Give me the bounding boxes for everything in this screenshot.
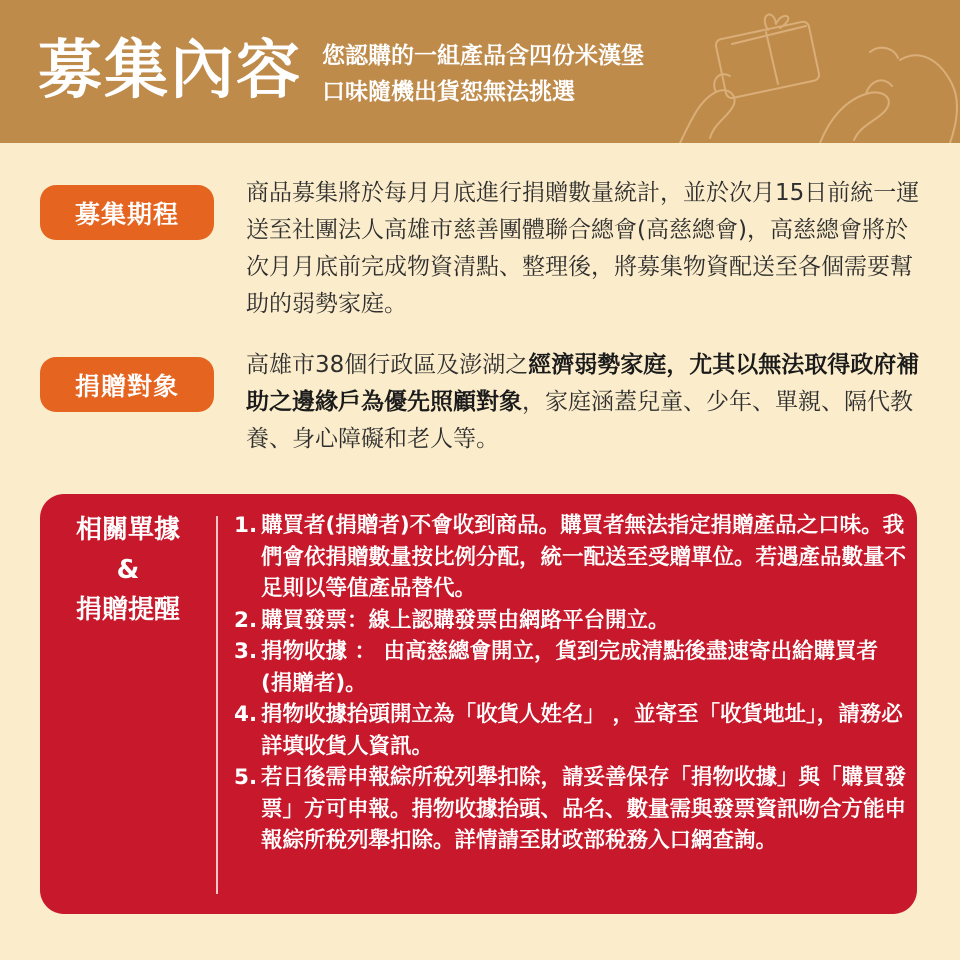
recipients-text-start: 高雄市38個行政區及澎湖之	[246, 352, 529, 378]
reminder-item-4	[234, 699, 906, 762]
header-subtitle-line-2: 口味隨機出貨恕無法挑選	[322, 79, 575, 105]
recipients-text-emphasis: 經濟弱勢家庭，尤其以無法取得政府補助之邊緣戶為優先照顧對象	[246, 352, 920, 415]
recipients-label-badge: 捐贈對象	[40, 357, 214, 412]
header-subtitle-line-1: 您認購的一組產品含四份米漢堡	[322, 43, 644, 69]
reminder-number: 3.	[234, 639, 258, 664]
reminders-title	[40, 510, 216, 630]
reminder-item-3	[234, 636, 906, 699]
reminder-text: 捐物收據抬頭開立為「收貨人姓名」 ，並寄至「收貨地址」，請務必詳填收貨人資訊。	[261, 702, 903, 759]
reminder-item-1	[234, 510, 906, 605]
recipients-text-end: ，家庭涵蓋兒童、少年、單親、隔代教養、身心障礙和老人等。	[246, 389, 913, 452]
hands-holding-gift-box-icon	[670, 0, 960, 143]
reminders-title-line-2: &	[116, 555, 140, 585]
schedule-label-badge: 募集期程	[40, 185, 214, 240]
reminders-list	[234, 510, 906, 857]
reminders-title-line-3: 捐贈提醒	[75, 595, 180, 625]
reminders-divider	[216, 516, 218, 894]
reminder-number: 5.	[234, 765, 258, 790]
reminder-text: 捐物收據 ： 由高慈總會開立，貨到完成清點後盡速寄出給購買者(捐贈者)。	[261, 639, 878, 696]
reminder-item-2	[234, 605, 906, 637]
header-banner	[0, 0, 960, 143]
reminder-number: 2.	[234, 607, 258, 633]
recipients-text	[246, 347, 926, 458]
reminder-text: 購買者(捐贈者)不會收到商品。購買者無法指定捐贈產品之口味。我們會依捐贈數量按比例分配，統一配送至受贈單位。若遇產品數量不足則以等值產品替代。	[261, 513, 907, 601]
schedule-text: 商品募集將於每月月底進行捐贈數量統計，並於次月15日前統一運送至社團法人高雄市慈善團體聯合總會(高慈總會)，高慈總會將於次月月底前完成物資清點、整理後，將募集物資配送至各個需要幫助的弱勢家庭。	[246, 180, 920, 317]
reminder-text: 購買發票：線上認購發票由網路平台開立。	[261, 607, 670, 633]
reminders-panel	[40, 494, 917, 914]
reminders-title-line-1: 相關單據	[75, 515, 180, 545]
reminder-number: 1.	[234, 513, 258, 538]
reminder-number: 4.	[234, 702, 258, 727]
page-title: 募集內容	[38, 34, 302, 108]
header-subtitle	[322, 38, 644, 110]
reminder-text: 若日後需申報綜所稅列舉扣除，請妥善保存「捐物收據」與「購買發票」方可申報。捐物收據抬頭、品名、數量需與發票資訊吻合方能申報綜所稅列舉扣除。詳情請至財政部稅務入口網查詢。	[261, 765, 907, 853]
reminder-item-5	[234, 762, 906, 857]
